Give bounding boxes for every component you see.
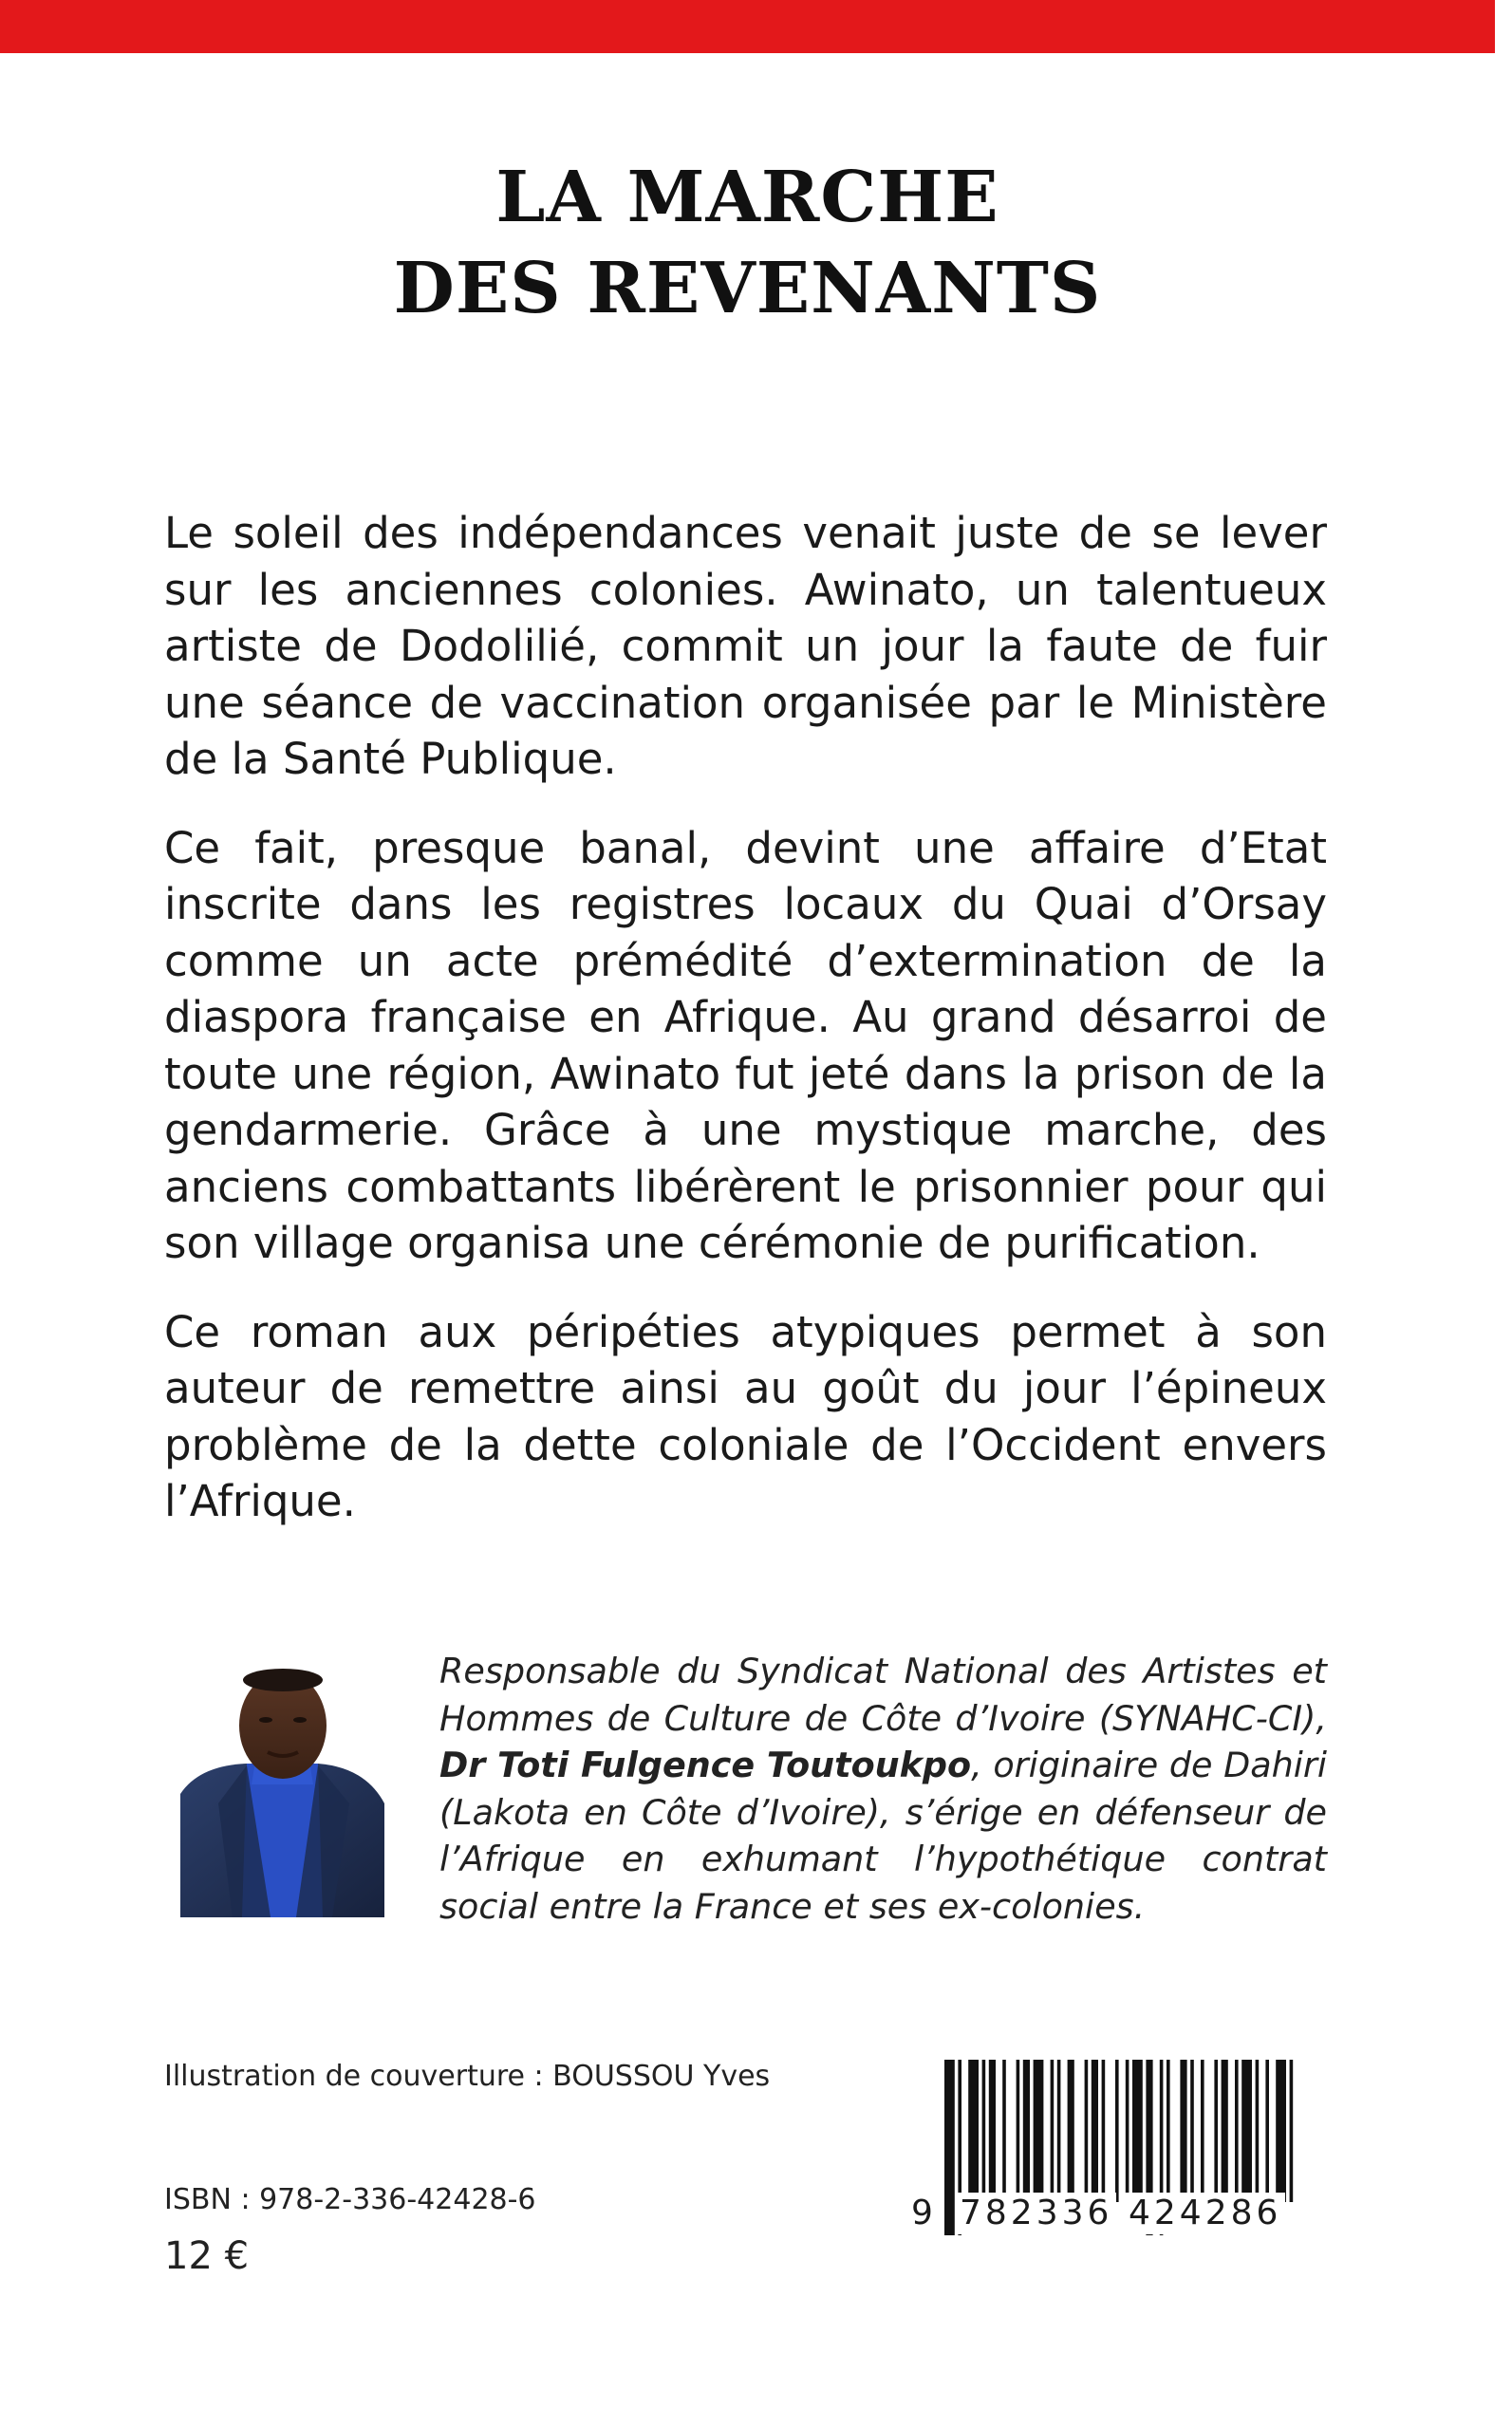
- barcode-bar: [1241, 2060, 1252, 2202]
- author-bio-rest: , originaire de Dahiri (Lakota en Côte d’Ivoire), s’érige en défenseur de l’Afrique en exhumant l’hypothétique contrat social entre la France et ses ex-colonies.: [439, 1745, 1327, 1927]
- barcode-digits: [906, 2193, 1300, 2360]
- price-label: 12 €: [164, 2234, 250, 2278]
- barcode-bar: [1256, 2060, 1260, 2202]
- barcode-bar: [989, 2060, 996, 2202]
- barcode-bar: [1290, 2060, 1294, 2202]
- illustration-credit: Illustration de couverture : BOUSSOU Yves: [164, 2060, 771, 2093]
- barcode-bar: [968, 2060, 979, 2202]
- barcode-bar: [1132, 2060, 1143, 2202]
- author-bio-intro: Responsable du Syndicat National des Artistes et Hommes de Culture de Côte d’Ivoire (SYNAHC-CI),: [439, 1651, 1327, 1739]
- summary-paragraph-2: Ce fait, presque banal, devint une affaire d’Etat inscrite dans les registres locaux du Quai d’Orsay comme un acte prémédité d’extermination de la diaspora française en Afrique. Au grand désarroi de toute une région, Awinato fut jeté dans la prison de la gendarmerie. Grâce à une mystique marche, des anciens combattants libérèrent le prisonnier pour qui son village organisa une cérémonie de purification.: [164, 822, 1327, 1268]
- book-title-line-2: DES REVENANTS: [393, 248, 1102, 329]
- author-name: Dr Toti Fulgence Toutoukpo: [439, 1745, 972, 1785]
- barcode-bar: [1276, 2060, 1286, 2202]
- author-bio: [439, 1648, 1327, 1930]
- barcode-bar: [1092, 2060, 1098, 2202]
- barcode-bar: [1222, 2060, 1228, 2202]
- barcode-bar: [1115, 2060, 1119, 2202]
- back-cover-summary: [164, 505, 1327, 1562]
- barcode-bar: [1057, 2060, 1061, 2202]
- summary-paragraph-3: Ce roman aux péripéties atypiques permet à son auteur de remettre ainsi au goût du jour l’épineux problème de la dette coloniale de l’Occident envers l’Afrique.: [164, 1306, 1327, 1526]
- barcode-lead-digit: 9: [911, 2194, 933, 2232]
- barcode-bar: [1201, 2060, 1204, 2202]
- summary-paragraph-1: Le soleil des indépendances venait juste de se lever sur les anciennes colonies. Awinato, un talentueux artiste de Dodolilié, commit un jour la faute de fuir une séance de vaccination organisée par le Ministère de la Santé Publique.: [164, 508, 1327, 784]
- barcode-digit-group-1: 782336: [956, 2193, 1116, 2234]
- barcode-bar: [1085, 2060, 1089, 2202]
- barcode-bar: [1190, 2060, 1194, 2202]
- barcode-bar: [1023, 2060, 1030, 2202]
- isbn-label: ISBN : 978-2-336-42428-6: [164, 2183, 536, 2216]
- author-photo: [180, 1661, 384, 1917]
- book-title: [0, 152, 1495, 334]
- barcode-bar: [1051, 2060, 1055, 2202]
- barcode-bar: [1265, 2060, 1269, 2202]
- barcode-bar: [1002, 2060, 1006, 2202]
- barcode-bar: [1235, 2060, 1239, 2202]
- barcode-bar: [1034, 2060, 1044, 2202]
- barcode-digit-group-2: 424286: [1125, 2193, 1285, 2234]
- barcode-bar: [1167, 2060, 1170, 2202]
- barcode-bar: [1102, 2060, 1106, 2202]
- barcode-bar: [1068, 2060, 1074, 2202]
- top-red-band: [0, 0, 1495, 53]
- barcode-bar: [982, 2060, 986, 2202]
- barcode-bar: [1126, 2060, 1129, 2202]
- barcode-bar: [1180, 2060, 1186, 2202]
- book-title-line-1: LA MARCHE: [495, 157, 999, 238]
- barcode-bar: [1017, 2060, 1020, 2202]
- barcode-bar: [1214, 2060, 1218, 2202]
